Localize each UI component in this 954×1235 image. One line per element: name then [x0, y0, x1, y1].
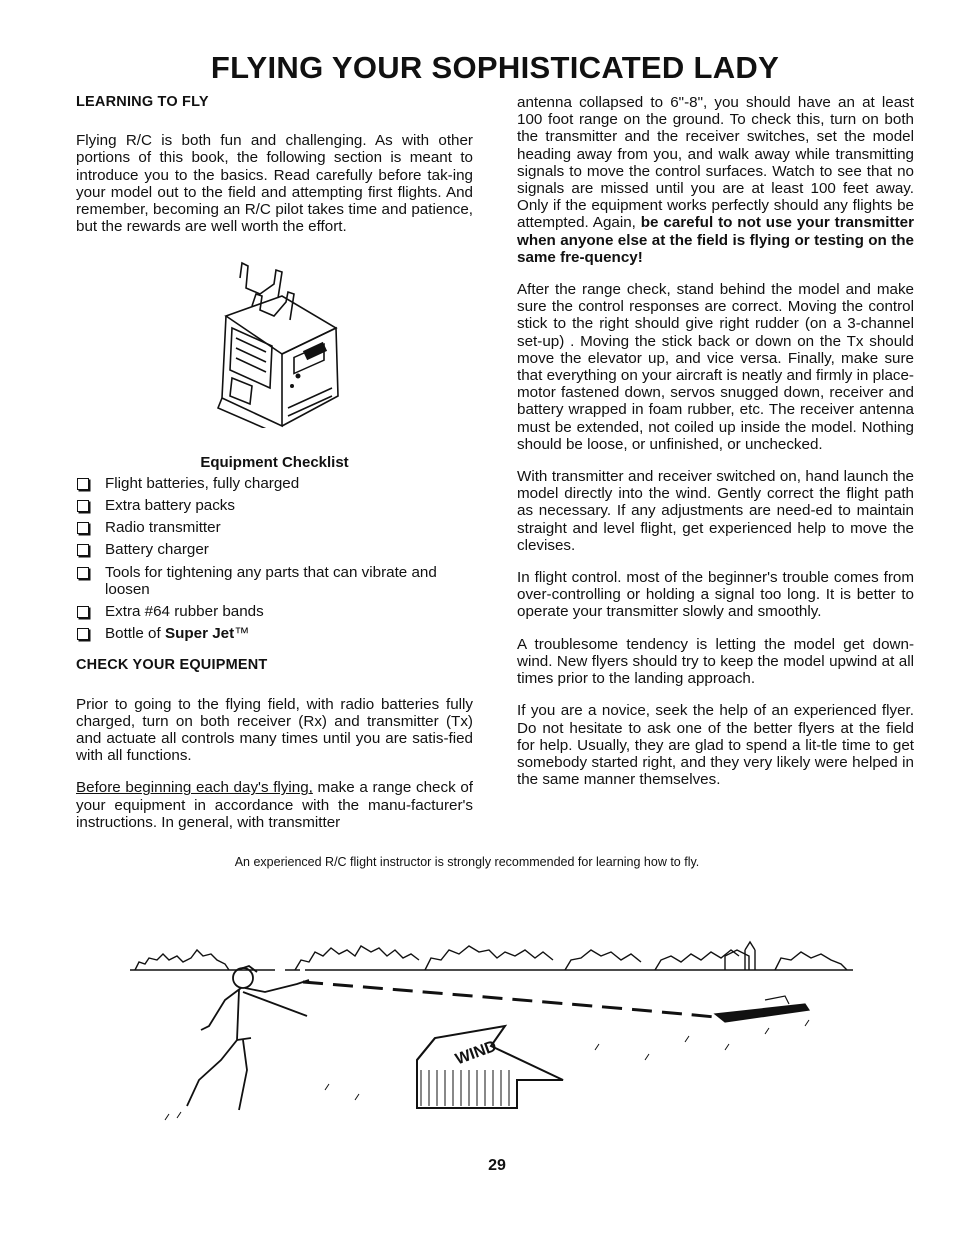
page-title: FLYING YOUR SOPHISTICATED LADY — [210, 50, 780, 85]
figure-caption: An experienced R/C flight instructor is strongly recommended for learning how to fly. — [234, 855, 700, 869]
flight-control-paragraph: In flight control. most of the beginner's trouble comes from over-controlling or holding a signal too long. It is better to operate your transmitter slowly and smoothly. — [517, 569, 914, 621]
section-heading-check: CHECK YOUR EQUIPMENT — [76, 657, 268, 674]
checklist-item: Battery charger — [76, 541, 473, 558]
equipment-checklist — [76, 475, 473, 643]
checkbox-icon[interactable] — [77, 478, 89, 490]
transmitter-illustration — [212, 258, 352, 428]
checkbox-icon[interactable] — [77, 567, 89, 579]
checklist-item: Extra battery packs — [76, 497, 473, 514]
checklist-item: Bottle of Super Jet™ — [76, 625, 473, 642]
page-number: 29 — [488, 1157, 506, 1174]
right-column — [517, 94, 914, 803]
downwind-paragraph: A troublesome tendency is letting the model get down-wind. New flyers should try to keep the model upwind at all times prior to the landing approach. — [517, 635, 914, 688]
control-check-paragraph: After the range check, stand behind the model and make sure the control responses are correct. Moving the control stick to the right should give right rudder (on a 3-channel set-up) . Moving the stick back or down on the Tx should move the elevator up, and vice versa. Finally, make sure that everything on your aircraft is neatly and firmly in place-motor fastened down, servos snugged down, receiver and battery wrapped in foam rubber, etc. The receiver antenna must be extended, not coiled up inside the model. Nothing should be loose, or unfinished, or unchecked. — [517, 281, 914, 453]
left-column — [76, 94, 473, 846]
range-check-paragraph: Before beginning each day's flying, make a range check of your equipment in accordance with the manu-facturer's instructions. In general, with transmitter — [76, 779, 473, 831]
checkbox-icon[interactable] — [77, 522, 89, 534]
novice-paragraph: If you are a novice, seek the help of an experienced flyer. Do not hesitate to ask one of the better flyers at the field for help. Usually, they are glad to spend a lit-tle time to get somebody started right, and they very likely were helped in the same manner themselves. — [517, 702, 914, 789]
checkbox-icon[interactable] — [77, 606, 89, 618]
wind-label: WIND — [453, 1037, 500, 1069]
checklist-item: Radio transmitter — [76, 519, 473, 536]
section-heading-learning: LEARNING TO FLY — [76, 94, 209, 110]
checklist-title: Equipment Checklist — [200, 453, 349, 471]
checkbox-icon[interactable] — [77, 544, 89, 556]
checkbox-icon[interactable] — [77, 500, 89, 512]
learning-paragraph: Flying R/C is both fun and challenging. As with other portions of this book, the following section is meant to introduce you to the basics. Read carefully before tak-ing your model out to the field and attempting first flights. And remember, becoming an R/C pilot takes time and patience, but the rewards are well worth the effort. — [76, 132, 473, 236]
hand-launch-illustration — [125, 930, 860, 1130]
launch-paragraph: With transmitter and receiver switched on, hand launch the model directly into the wind. Gently correct the flight path as necessary. If any adjustments are need-ed to maintain straight and level flight, get experienced help to move the clevises. — [517, 468, 914, 554]
wind-arrow — [417, 1026, 563, 1108]
checklist-item: Flight batteries, fully charged — [76, 475, 473, 492]
checklist-item: Tools for tightening any parts that can vibrate and loosen — [76, 564, 473, 598]
checklist-item: Extra #64 rubber bands — [76, 603, 473, 620]
checkbox-icon[interactable] — [77, 628, 89, 640]
check-paragraph: Prior to going to the flying field, with radio batteries fully charged, turn on both receiver (Rx) and transmitter (Tx) and actuate all controls many times until you are satis-fied with all functions. — [76, 695, 473, 765]
range-paragraph: antenna collapsed to 6"-8", you should have an at least 100 foot range on the ground. To check this, turn on both the transmitter and the receiver switches, set the model heading away from you, and walk away while transmitting signals to move the control surfaces. Watch to see that no signals are missed until you are at least 100 feet away. Only if the equipment works perfectly should any flights be attempted. Again, be careful to not use your transmitter when anyone else at the field is flying or testing on the same fre-quency! — [517, 94, 914, 266]
